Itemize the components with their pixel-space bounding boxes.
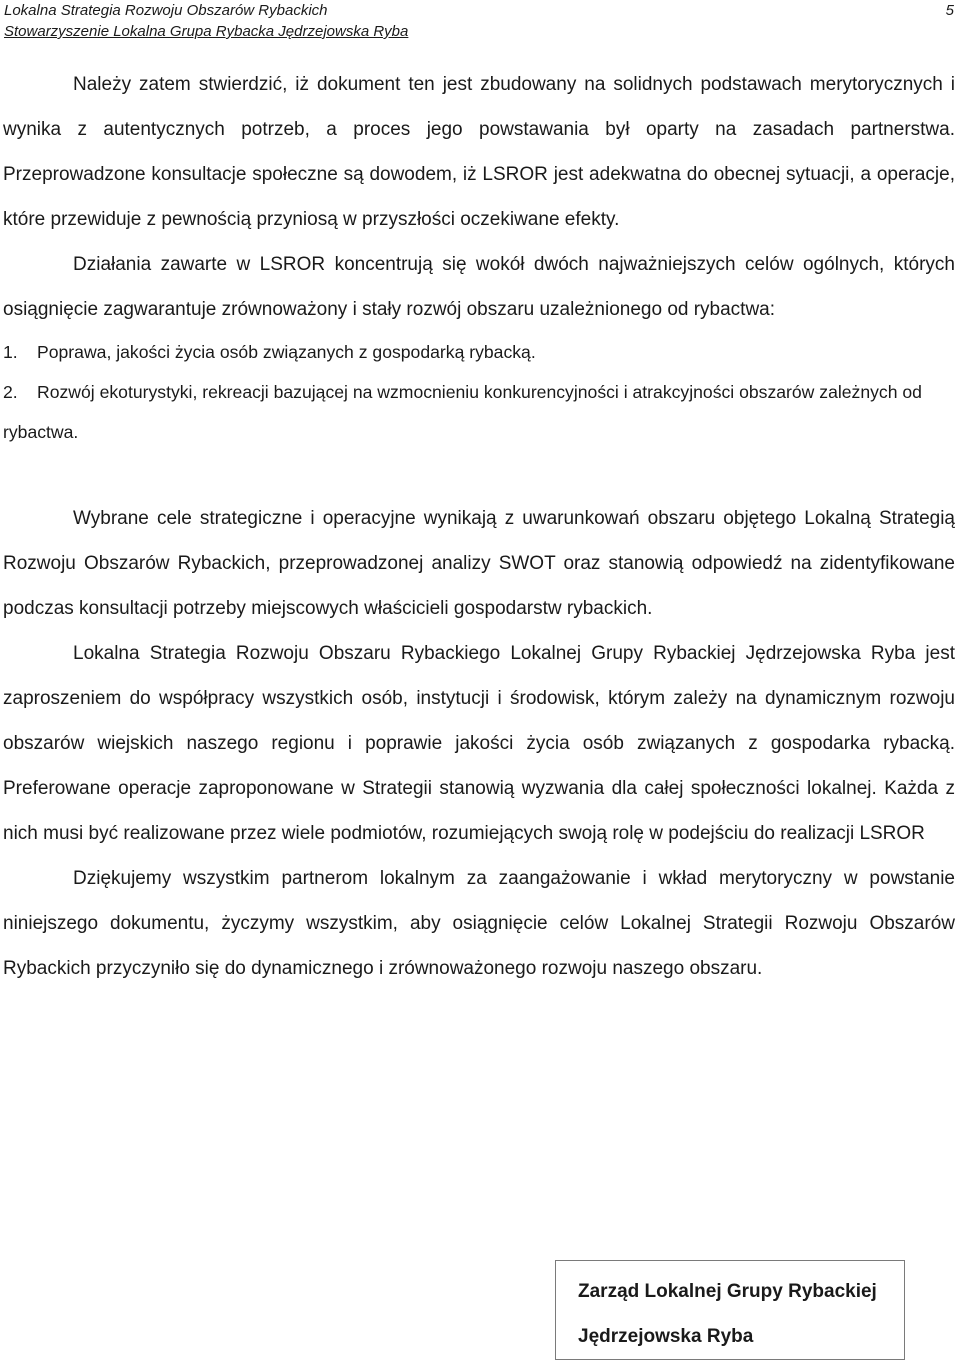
list-item-text: Poprawa, jakości życia osób związanych z gospodarką rybacką. xyxy=(37,342,536,362)
goals-list xyxy=(3,332,955,452)
signature-box xyxy=(555,1260,905,1360)
header-title: Lokalna Strategia Rozwoju Obszarów Rybackich xyxy=(4,2,328,19)
list-item-number: 2. xyxy=(3,382,18,402)
paragraph-goals-intro: Działania zawarte w LSROR koncentrują się wokół dwóch najważniejszych celów ogólnych, których osiągnięcie zagwarantuje zrównoważony i stały rozwój obszaru uzależnionego od rybactwa: xyxy=(3,254,955,320)
paragraph-spacer xyxy=(3,452,955,496)
paragraph-thanks: Dziękujemy wszystkim partnerom lokalnym za zaangażowanie i wkład merytoryczny w powstanie niniejszego dokumentu, życzymy wszystkim, aby osiągnięcie celów Lokalnej Strategii Rozwoju Obszarów Rybackich przyczyniło się do dynamicznego i zrównoważonego rozwoju naszego obszaru. xyxy=(3,868,955,979)
list-item-number: 1. xyxy=(3,342,18,362)
page-header xyxy=(4,0,954,42)
list-item-text: Rozwój ekoturystyki, rekreacji bazującej na wzmocnieniu konkurencyjności i atrakcyjności obszarów zależnych od rybactwa. xyxy=(3,382,922,442)
paragraph-invitation: Lokalna Strategia Rozwoju Obszaru Rybackiego Lokalnej Grupy Rybackiej Jędrzejowska Ryba jest zaproszeniem do współpracy wszystkich osób, instytucji i środowisk, którym zależy na dynamicznym rozwoju obszarów wiejskich naszego regionu i poprawie jakości życia osób związanych z gospodarka rybacką. Preferowane operacje zaproponowane w Strategii stanowią wyzwania dla całej społeczności lokalnej. Każda z nich musi być realizowane przez wiele podmiotów, rozumiejących swoją rolę w podejściu do realizacji LSROR xyxy=(3,643,955,844)
paragraph-conclusion: Należy zatem stwierdzić, iż dokument ten jest zbudowany na solidnych podstawach merytorycznych i wynika z autentycznych potrzeb, a proces jego powstawania był oparty na zasadach partnerstwa. Przeprowadzone konsultacje społeczne są dowodem, iż LSROR jest adekwatna do obecnej sytuacji, a operacje, które przewiduje z pewnością przyniosą w przyszłości oczekiwane efekty. xyxy=(3,74,955,230)
page-number: 5 xyxy=(945,2,954,19)
signature-line-2: Jędrzejowska Ryba xyxy=(578,1326,754,1347)
document-body xyxy=(3,62,955,991)
list-item xyxy=(3,332,955,372)
signature-line-1: Zarząd Lokalnej Grupy Rybackiej xyxy=(578,1281,877,1302)
list-item xyxy=(3,372,955,452)
header-organization: Stowarzyszenie Lokalna Grupa Rybacka Jędrzejowska Ryba xyxy=(4,23,409,40)
paragraph-strategic-goals: Wybrane cele strategiczne i operacyjne wynikają z uwarunkowań obszaru objętego Lokalną Strategią Rozwoju Obszarów Rybackich, przeprowadzonej analizy SWOT oraz stanowią odpowiedź na zidentyfikowane podczas konsultacji potrzeby miejscowych właścicieli gospodarstw rybackich. xyxy=(3,508,955,619)
